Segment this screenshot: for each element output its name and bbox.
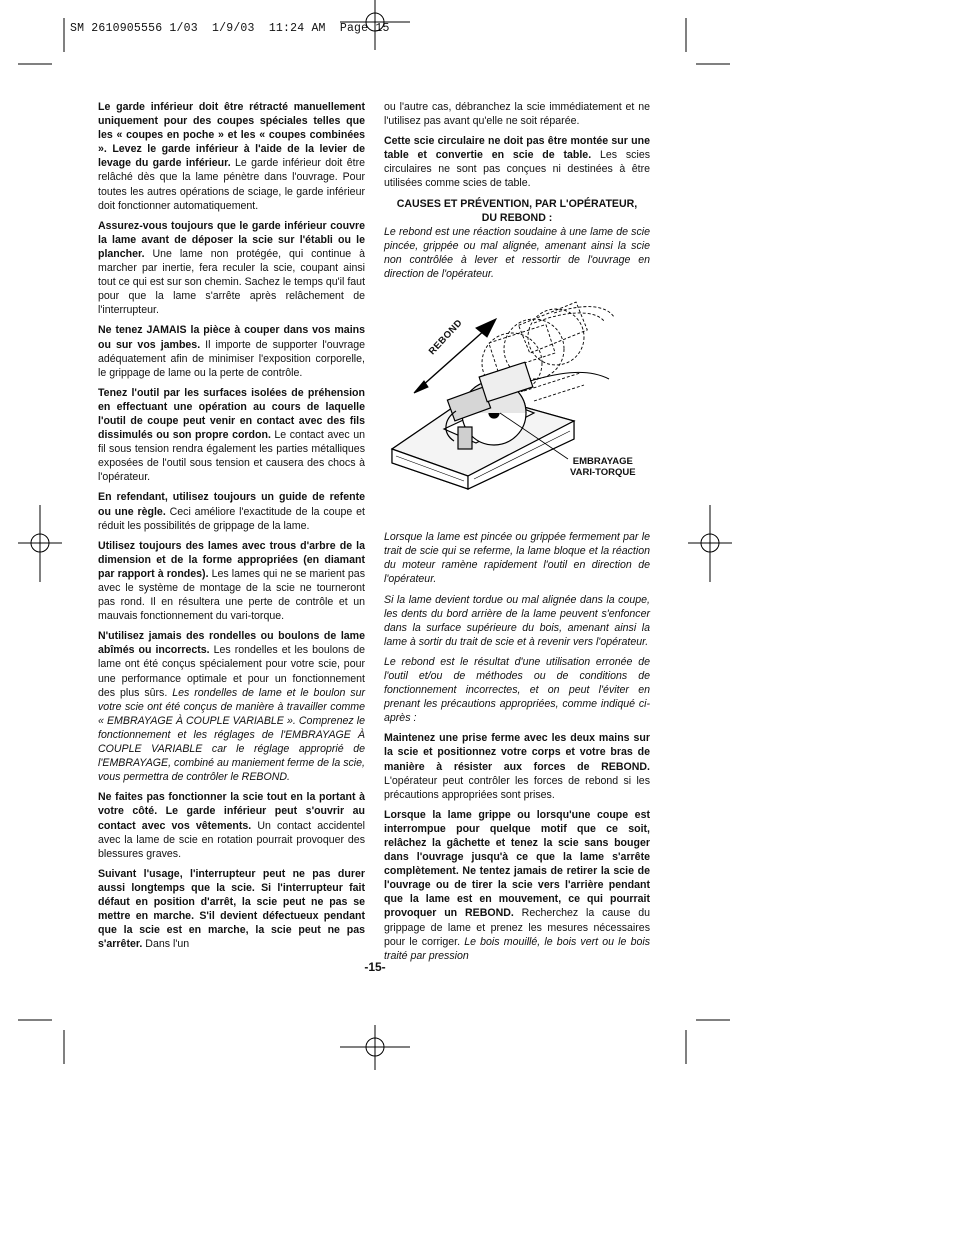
printer-slug: SM 2610905556 1/03 1/9/03 11:24 AM Page 15 [70,22,390,35]
paragraph-blade-binding: Lorsque la lame grippe ou lorsqu'une coupe est interrompue pour quelque motif que ce soit, relâchez la gâchette et tenez la scie sans bouger dans l'ouvrage jusqu'à ce que la lame s'arrête complètement. Ne tentez jamais de retirer la scie de l'ouvrage ou de tirer la scie vers l'arrière pendant que la lame est en mouvement, ce qui pourrait provoquer un REBOND. Recherchez la cause du grippage de lame et prenez les mesures nécessaires pour le corriger. Le bois mouillé, le bois vert ou le bois traité par pression [384,808,651,962]
right-column [384,100,650,969]
paragraph-pinched-blade: Lorsque la lame est pincée ou grippée fermement par le trait de scie qui se referme, la lame bloque et la réaction du moteur ramène rapidement l'outil en direction de l'opérateur. [384,531,650,586]
saw-drawing [384,301,650,516]
paragraph-rip-fence: En refendant, utilisez toujours un guide de refente ou une règle. Ceci améliore l'exactitude de la coupe et réduit les possibilités de grippage de la lame. [98,491,365,532]
registration-mark-bottom [340,1025,410,1070]
section-heading-kickback: CAUSES ET PRÉVENTION, PAR L'OPÉRATEUR, DU REBOND : [396,197,638,224]
paragraph-no-table-saw: Cette scie circulaire ne doit pas être montée sur une table et convertie en scie de table. Les scies circulaires ne sont pas conçues ni destinées à être utilisées comme scies de table. [384,135,651,190]
registration-mark-right [688,505,732,582]
paragraph-firm-grip: Maintenez une prise ferme avec les deux mains sur la scie et positionnez votre corps et votre bras de manière à résister aux forces de REBOND. L'opérateur peut contrôler les forces de rebond si les précautions appropriées sont prises. [384,732,650,801]
kickback-illustration [384,301,650,516]
paragraph-guard-covers-blade: Assurez-vous toujours que le garde inférieur couvre la lame avant de déposer la scie sur l'établi ou le plancher. Une lame non protégée, qui continue à marcher par inertie, fera reculer la scie, coupant ainsi tout ce qui est sur son chemin. Sachez le temps qu'il faut pour que la lame s'arrête après relâchement de l'interrupteur. [98,219,366,317]
paragraph-kickback-definition: Le rebond est une réaction soudaine à une lame de scie pincée, grippée ou mal alignée, amenant ainsi la scie non contrôlée à lever et ressortir de l'ouvrage en direction de l'opérateur. [384,225,650,281]
paragraph-arbor-holes: Utilisez toujours des lames avec trous d'arbre de la dimension et de la forme appropriées (en diamant par rapport à rondes). Les lames qui ne se marient pas avec le système de montage de la scie ne tourneront pas rond. Il en résultera une perte de contrôle et un mauvais fonctionnement du vari-torque. [98,539,365,623]
registration-mark-top [340,0,410,50]
page-number: -15- [364,960,386,974]
paragraph-lower-guard-manual: Le garde inférieur doit être rétracté manuellement uniquement pour des coupes spéciales telles que les « coupes en poche » et les « coupes combinées ». Levez le garde inférieur à l'aide de la levier de levage du garde inférieur. Le garde inférieur doit être relâché dès que la lame pénètre dans l'ouvrage. Pour toutes les autres opérations de sciage, le garde inférieur doit fonctionner automatiquement. [98,101,365,212]
left-column [98,100,365,957]
paragraph-twisted-blade: Si la lame devient tordue ou mal alignée dans la coupe, les dents du bord arrière de la lame peuvent s'enfoncer dans la surface supérieure du bois, amenant ainsi la lame à sortir du trait de scie et à revenir vers l'opérateur. [384,593,650,648]
paragraph-insulated-surfaces: Tenez l'outil par les surfaces isolées de préhension en effectuant une opération au cours de laquelle l'outil de coupe peut venir en contact avec des fils dissimulés ou son propre cordon. Le contact avec un fil sous tension rendra également les parties métalliques exposées de l'outil sous tension et causera des chocs à l'opérateur. [98,386,366,484]
clutch-label: EMBRAYAGE VARI-TORQUE [570,456,636,479]
paragraph-washers-bolts: N'utilisez jamais des rondelles ou boulons de lame abîmés ou incorrects. Les rondelles et les boulons de lame ont été conçus spécialement pour votre scie, pour une performance optimale et pour un fonctionnement des plus sûrs. Les rondelles de lame et le boulon sur votre scie ont été conçus de manière à travailler comme « EMBRAYAGE À COUPLE VARIABLE ». Comprenez le fonctionnement et les réglages de l'EMBRAYAGE À COUPLE VARIABLE car le réglage approprié de l'EMBRAYAGE, combiné au maniement ferme de la scie, vous permettra de contrôler le REBOND. [98,630,365,784]
paragraph-carrying-saw: Ne faites pas fonctionner la scie tout en la portant à votre côté. Le garde inférieur peut s'ouvrir au contact avec vos vêtements. Un contact accidentel avec la lame de scie en rotation pourrait provoquer des blessures graves. [98,791,365,860]
paragraph-switch-continued: ou l'autre cas, débranchez la scie immédiatement et ne l'utilisez pas avant qu'elle ne soit réparée. [384,101,650,128]
paragraph-kickback-result: Le rebond est le résultat d'une utilisation erronée de l'outil et/ou de méthodes ou de conditions de fonctionnement incorrectes, et on peut l'éviter en prenant les précautions appropriées, comme indiqué ci-après : [384,655,650,725]
paragraph-never-hold-workpiece: Ne tenez JAMAIS la pièce à couper dans vos mains ou sur vos jambes. Il importe de supporter l'ouvrage adéquatement afin de minimiser l'exposition corporelle, le grippage de lame ou la perte de contrôle. [98,324,365,379]
registration-mark-left [18,505,62,582]
paragraph-switch-wear: Suivant l'usage, l'interrupteur peut ne pas durer aussi longtemps que la scie. Si l'interrupteur fait défaut en position d'arrêt, la scie peut ne pas se mettre en marche. S'il devient défectueux pendant que la scie est en marche, la scie peut ne pas s'arrêter. Dans l'un [98,867,365,951]
rebond-label: REBOND [426,317,465,358]
